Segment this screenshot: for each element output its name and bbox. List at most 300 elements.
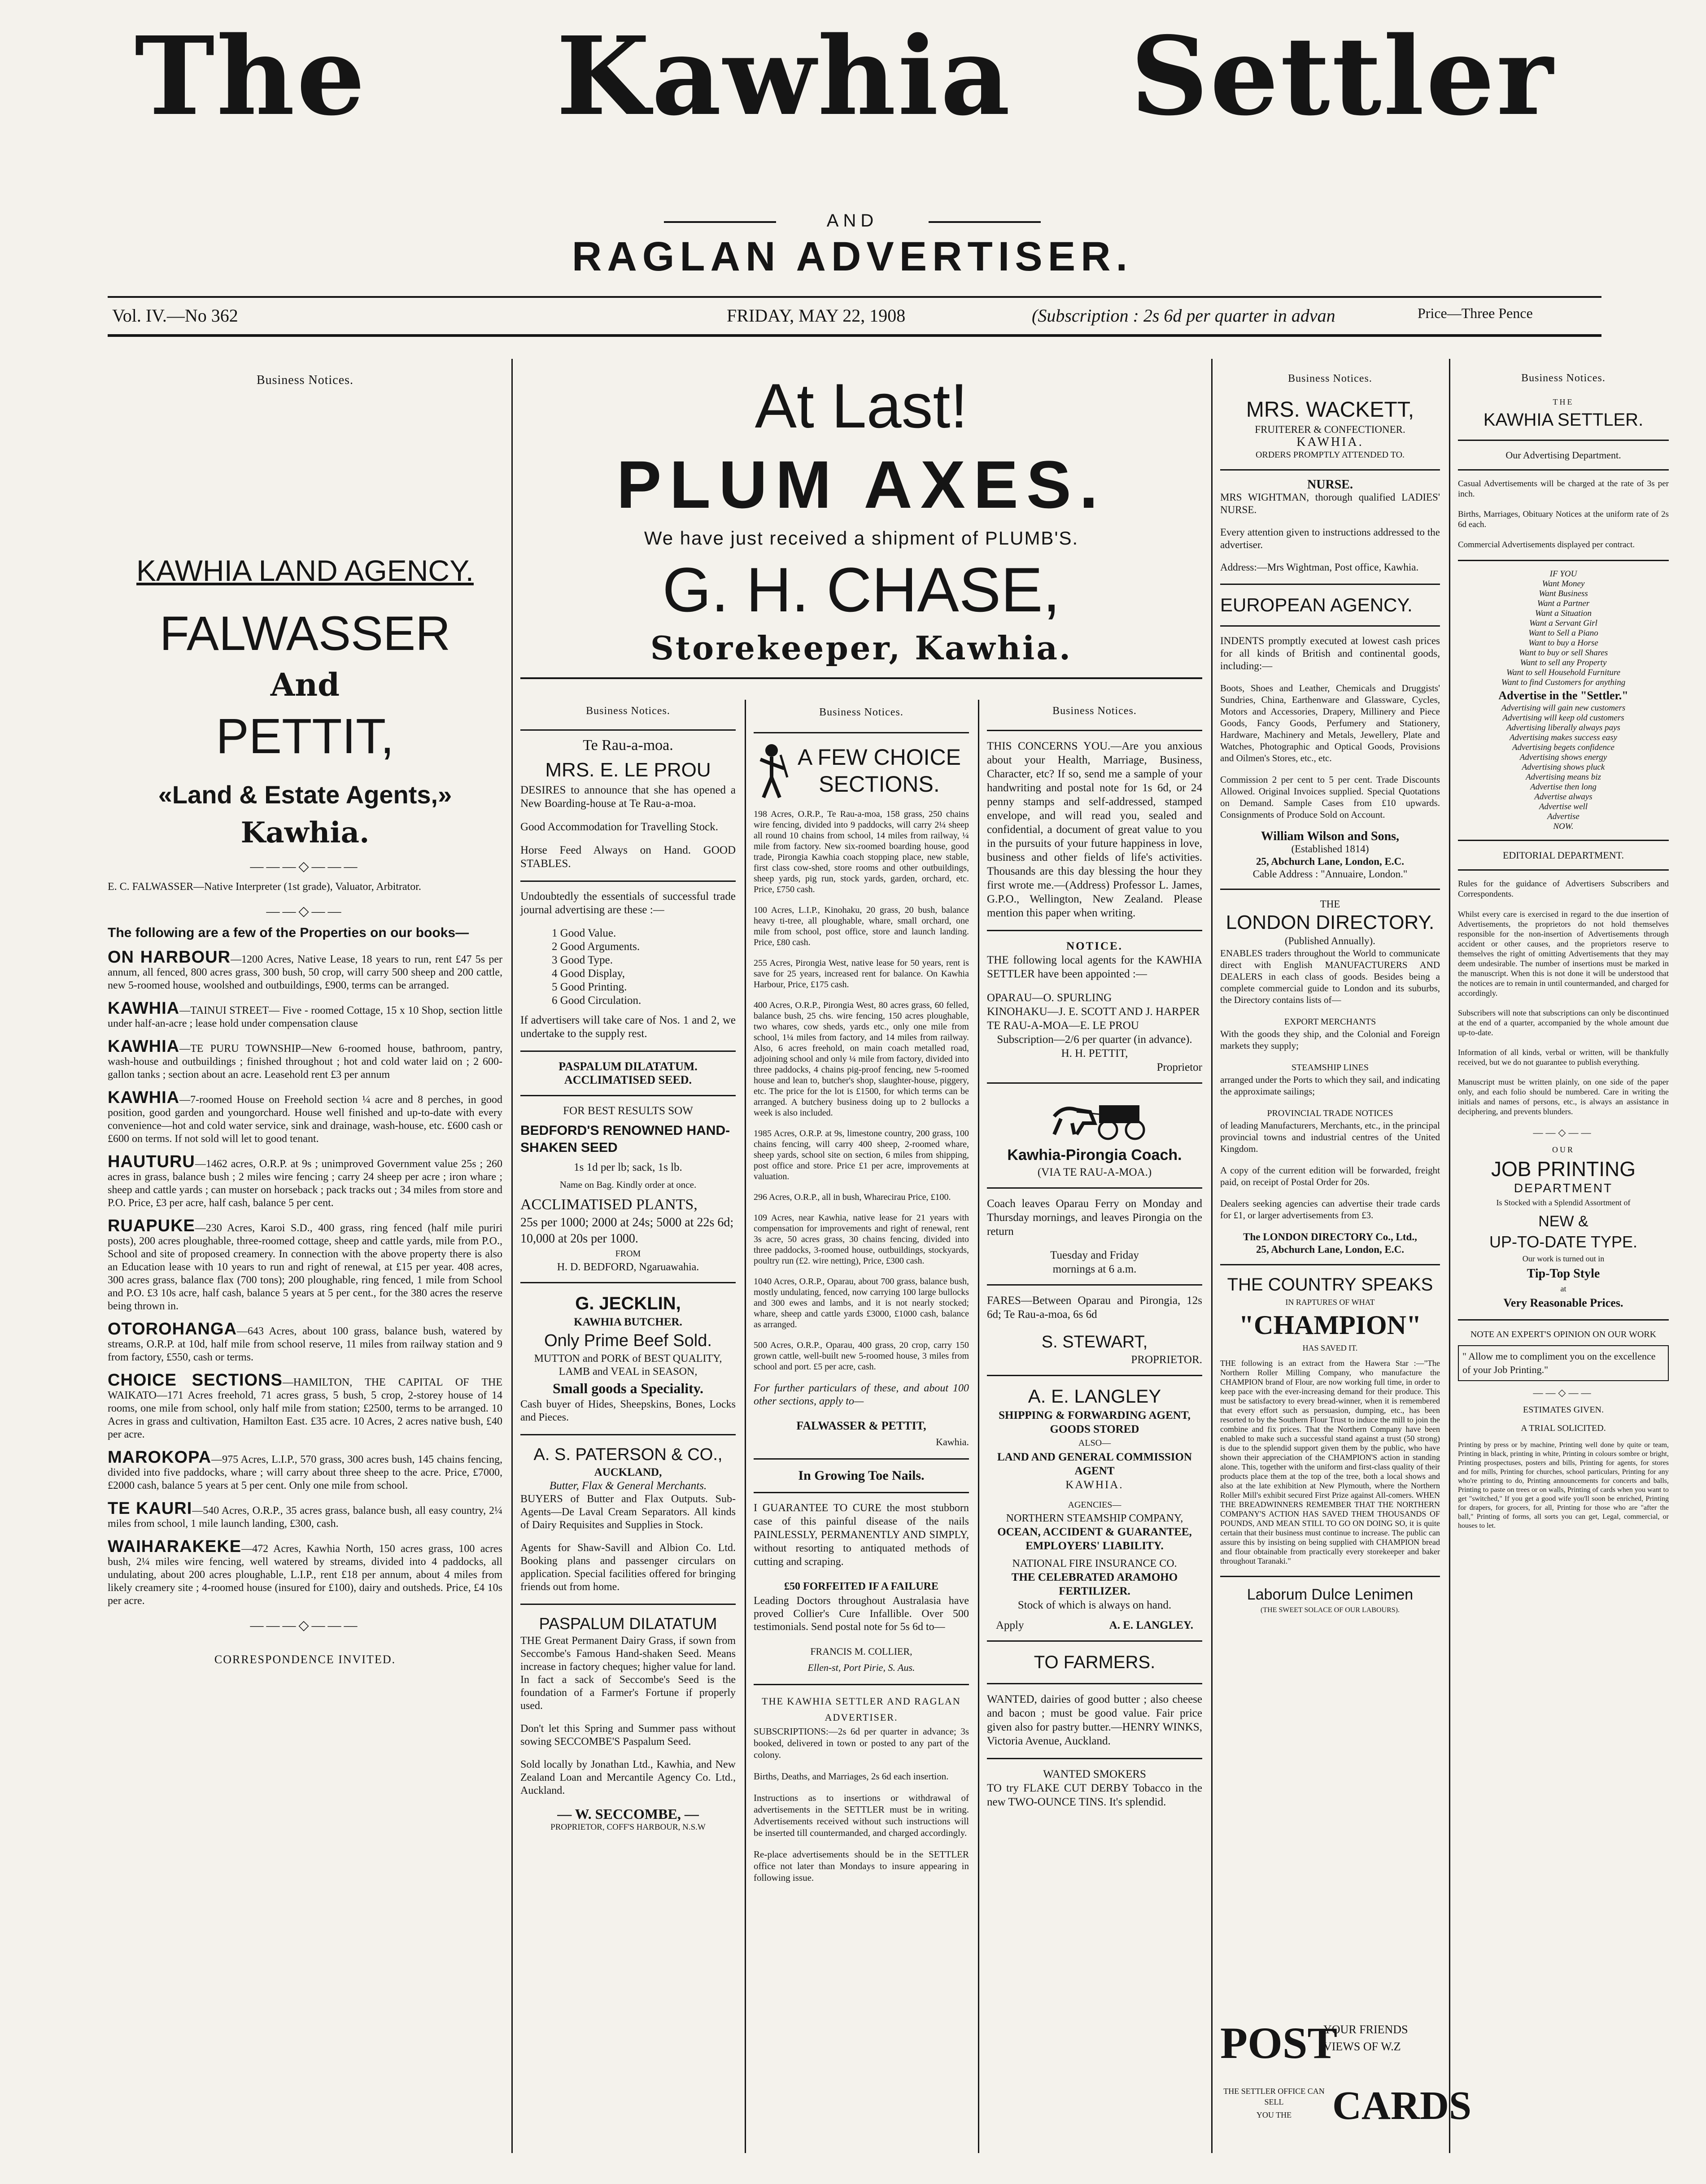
rule bbox=[987, 1082, 1202, 1084]
bedford-renowned: BEDFORD'S RENOWNED HAND-SHAKEN SEED bbox=[520, 1123, 730, 1155]
commercial-rate: Commercial Advertisements displayed per contract. bbox=[1458, 540, 1635, 549]
few-choice-block bbox=[754, 741, 969, 800]
property-name: RUAPUKE bbox=[108, 1216, 195, 1235]
rule bbox=[987, 1187, 1202, 1189]
paspalum-dont: Don't let this Spring and Summer pass without sowing SECCOMBE'S Paspalum Seed. bbox=[520, 1723, 736, 1748]
toe-nails-text: I GUARANTEE TO CURE the most stubborn case of this painful disease of the nails PAINLESSLY, PERMANENTLY AND SIMPLY, without resorting to antiquated methods of cutting and scraping. bbox=[754, 1502, 969, 1568]
wackett-place: KAWHIA. bbox=[1296, 435, 1364, 449]
paspalum-2-heading: PASPALUM DILATATUM bbox=[539, 1614, 717, 1633]
saved-it: HAS SAVED IT. bbox=[1302, 1343, 1358, 1352]
settler-instructions: Instructions as to insertions or withdrawal of advertisements in the SETTLER must be in writing. Advertisements received without such instructions will be inserted till countermanded, and charged accordingly. bbox=[754, 1792, 969, 1838]
agency-fire: NATIONAL FIRE INSURANCE CO. bbox=[1012, 1558, 1177, 1569]
poem-line: Want Business bbox=[1539, 589, 1588, 598]
stocked-line: Is Stocked with a Splendid Assortment of bbox=[1496, 1198, 1631, 1207]
man-with-pick-icon bbox=[754, 741, 790, 800]
masthead-title-settler: Settler bbox=[1130, 13, 1555, 139]
prime-beef: Only Prime Beef Sold. bbox=[544, 1331, 712, 1350]
poem-line: Want to find Customers for anything bbox=[1501, 678, 1626, 687]
properties-intro: The following are a few of the Properties on our books— bbox=[108, 925, 469, 940]
plum-axes-heading: PLUM AXES. bbox=[616, 447, 1106, 522]
price: Price—Three Pence bbox=[1418, 305, 1533, 321]
apply-word: Apply bbox=[996, 1619, 1024, 1631]
toe-nails-heading: In Growing Toe Nails. bbox=[798, 1468, 925, 1483]
provincial-text: of leading Manufacturers, Merchants, etc., in the principal provincial towns and industrial centres of the United Kingdom. bbox=[1220, 1120, 1440, 1154]
editorial-information: Information of all kinds, verbal or written, will be thankfully received, but we do not guarantee to publish everything. bbox=[1458, 1048, 1669, 1067]
property-listing bbox=[108, 1152, 502, 1210]
properties-list bbox=[108, 948, 502, 1608]
paspalum-great: THE Great Permanent Dairy Grass, if sown from Seccombe's Famous Hand-shaken Seed. Means increase in factory cheques; higher value for land. In fact a sack of Seccombe's Seed is the foundation of a Farmer's Fortune if properly used. bbox=[520, 1635, 736, 1712]
directory-company: The LONDON DIRECTORY Co., Ltd., bbox=[1243, 1231, 1417, 1242]
agent-oparau: OPARAU—O. SPURLING bbox=[987, 992, 1112, 1004]
divider: ——◇—— bbox=[266, 904, 344, 919]
editorial-manuscript: Manuscript must be written plainly, on one side of the paper only, and each folio should be numbered. Care in writing the initials and names of persons, etc., is always an assistance in deciphering, and prevents blunders. bbox=[1458, 1077, 1669, 1116]
farmers-heading: TO FARMERS. bbox=[1034, 1652, 1156, 1672]
masthead-subtitle: RAGLAN ADVERTISER. bbox=[572, 234, 1133, 279]
rule bbox=[987, 730, 1202, 731]
seccombe-proprietor: PROPRIETOR, COFF'S HARBOUR, N.S.W bbox=[550, 1822, 706, 1832]
advertising-poem bbox=[1458, 703, 1669, 832]
tip-top-style: Tip-Top Style bbox=[1527, 1267, 1600, 1281]
poem-line: Want to Sell a Piano bbox=[1528, 628, 1598, 638]
paterson-city: AUCKLAND, bbox=[594, 1466, 662, 1478]
agent-subscription: Subscription—2/6 per quarter (in advance). bbox=[997, 1033, 1192, 1046]
banner-rule bbox=[520, 677, 1202, 679]
paspalum-heading: PASPALUM DILATATUM. ACCLIMATISED SEED. bbox=[558, 1060, 698, 1086]
storekeeper-line: Storekeeper, Kawhia. bbox=[650, 629, 1073, 667]
editorial-rules: Rules for the guidance of Advertisers Subscribers and Correspondents. bbox=[1458, 879, 1669, 899]
langley-name: A. E. LANGLEY bbox=[1028, 1386, 1161, 1407]
poem-line: Advertising shows pluck bbox=[1522, 763, 1605, 772]
property-listing bbox=[108, 1216, 502, 1313]
agency-aramoho: THE CELEBRATED ARAMOHO FERTILIZER. bbox=[1011, 1571, 1178, 1597]
coach-heading: Kawhia-Pirongia Coach. bbox=[1007, 1146, 1182, 1164]
coach-and-horses-icon bbox=[987, 1092, 1202, 1141]
lamb-veal: LAMB and VEAL in SEASON, bbox=[558, 1366, 698, 1378]
paterson-name: A. S. PATERSON & CO., bbox=[533, 1445, 723, 1464]
poem-line: Advertising means biz bbox=[1526, 772, 1601, 782]
poem-line: Advertise then long bbox=[1530, 782, 1597, 792]
essentials-item: 5 Good Printing. bbox=[552, 981, 627, 993]
acclimatised-plants: ACCLIMATISED PLANTS, bbox=[520, 1196, 698, 1213]
births-rate: Births, Marriages, Obituary Notices at the uniform rate of 2s 6d each. bbox=[1458, 510, 1669, 529]
rule bbox=[520, 729, 736, 731]
property-listing bbox=[108, 1037, 502, 1081]
section-listing: 500 Acres, O.R.P., Oparau, 400 grass, 20 crop, carry 150 grown cattle, well-built new 5-roomed house, 3 miles from school and port. £5 per acre, cash. bbox=[754, 1340, 969, 1372]
job-printing-heading: JOB PRINTING bbox=[1491, 1157, 1636, 1181]
european-agency-heading: EUROPEAN AGENCY. bbox=[1220, 594, 1413, 615]
poem-line: Want a Situation bbox=[1535, 609, 1592, 618]
property-text: —540 Acres, O.R.P., 35 acres grass, balance bush, all easy country, 2¼ miles from school, 1 mile launch landing, £300, cash. bbox=[108, 1505, 502, 1530]
notice-heading: NOTICE. bbox=[1066, 940, 1123, 952]
property-text: —TE PURU TOWNSHIP—New 6-roomed house, bathroom, pantry, wash-house and outbuildings ; finished throughout ; hot and cold water laid on ; 2 600-gallon tanks ; section about an acre. Leasehold rent £3 per annum bbox=[108, 1043, 502, 1081]
rule bbox=[987, 1758, 1202, 1759]
post-cards-advert bbox=[1220, 2018, 1472, 2144]
you-the: YOU THE bbox=[1256, 2110, 1292, 2119]
poem-line: Advertising makes success easy bbox=[1509, 733, 1618, 742]
agency-ocean: OCEAN, ACCIDENT & GUARANTEE, EMPLOYERS' LIABILITY. bbox=[997, 1526, 1192, 1552]
wackett-trade: FRUITERER & CONFECTIONER. bbox=[1255, 424, 1405, 435]
essentials-item: 2 Good Arguments. bbox=[552, 941, 640, 953]
wackett-orders: ORDERS PROMPTLY ATTENDED TO. bbox=[1255, 450, 1405, 460]
post-word: POST bbox=[1220, 2018, 1338, 2068]
country-speaks-heading: THE COUNTRY SPEAKS bbox=[1227, 1275, 1433, 1295]
the-word: THE bbox=[1553, 397, 1574, 406]
the-word: THE bbox=[1320, 898, 1340, 910]
poem-line: Advertising will keep old customers bbox=[1502, 713, 1624, 723]
rule bbox=[754, 1684, 969, 1685]
property-listing bbox=[108, 948, 502, 992]
rule bbox=[754, 1492, 969, 1493]
nurse-attention: Every attention given to instructions addressed to the advertiser. bbox=[1220, 527, 1440, 550]
column-rule bbox=[1449, 359, 1450, 2153]
property-listing bbox=[108, 1320, 502, 1364]
wilson-established: (Established 1814) bbox=[1291, 843, 1369, 854]
section-listing: 400 Acres, O.R.P., Pirongia West, 80 acres grass, 60 felled, balance bush, 25 chs. wire fencing, 150 acres ploughable, two whares, cow sheds, yards etc., only one mile from school, 1¼ miles from factory, and 14 miles from railway. Also, 6 acres freehold, on main coach metalled road, adjoining school and only ¼ mile from factory, divided into three paddocks, 4 chains pig-proof fencing, new 5-roomed house and lean to, butcher's shop, slaughter-house, piggery, etc. The price for the lot is £1500, for which terms can be arranged. A butchery business doing up to 2 bullocks a week is also included. bbox=[754, 1000, 969, 1118]
export-text: With the goods they ship, and the Colonial and Foreign markets they supply; bbox=[1220, 1029, 1440, 1051]
and-rule-right bbox=[929, 221, 1041, 223]
shipment-line: We have just received a shipment of PLUMB'S. bbox=[644, 527, 1079, 549]
le-prou-name: MRS. E. LE PROU bbox=[545, 759, 711, 781]
agency-title: KAWHIA LAND AGENCY. bbox=[136, 554, 474, 587]
smokers-text: TO try FLAKE CUT DERBY Tobacco in the new TWO-OUNCE TINS. It's splendid. bbox=[987, 1782, 1202, 1808]
wilson-address: 25, Abchurch Lane, London, E.C. bbox=[1256, 856, 1404, 867]
section-heading: Business Notices. bbox=[256, 373, 354, 387]
agent-kinohaku: KINOHAKU—J. E. SCOTT AND J. HARPER bbox=[987, 1006, 1200, 1018]
issue-date: FRIDAY, MAY 22, 1908 bbox=[727, 305, 906, 326]
directory-dealers: Dealers seeking agencies can advertise their trade cards for £1, or larger advertisements from £3. bbox=[1220, 1198, 1440, 1221]
coach-time: mornings at 6 a.m. bbox=[1052, 1263, 1137, 1275]
settler-replace: Re-place advertisements should be in the SETTLER office not later than Mondays to insure appearing in following issue. bbox=[754, 1849, 969, 1883]
expert-quote: " Allow me to compliment you on the excellence of your Job Printing." bbox=[1458, 1345, 1669, 1381]
masthead-rule-top bbox=[108, 296, 1601, 298]
le-prou-horse: Horse Feed Always on Hand. GOOD STABLES. bbox=[520, 844, 736, 870]
column-rule bbox=[745, 700, 746, 2153]
apply-name: A. E. LANGLEY. bbox=[1109, 1619, 1193, 1631]
pettit-proprietor: Proprietor bbox=[1156, 1061, 1202, 1073]
rule bbox=[987, 1375, 1202, 1376]
commission-text: Commission 2 per cent to 5 per cent. Trade Discounts Allowed. Original Invoices supplied. Special Quotations on Demand. Sample Cases from £10 upwards. Consignments of Produce Sold on Account. bbox=[1220, 774, 1440, 820]
rule bbox=[1220, 584, 1440, 585]
poem-line: Want to buy or sell Shares bbox=[1518, 648, 1608, 658]
concerns-text: THIS CONCERNS YOU.—Are you anxious about your Health, Marriage, Business, Character, etc? If so, send me a sample of your handwriting and postal note for 1s 6d, or 24 penny stamps and self-addressed, stamped envelope, and will read you, sealed and confidential, a document of great value to you in the pursuits of your future happiness in love, business and other fields of life's activities. Thousands are this day blessing the hour they first wrote me.—(Address) Professor L. James, G.P.O., Wellington, New Zealand. Please mention this paper when writing. bbox=[987, 740, 1202, 919]
property-text: —643 Acres, about 100 grass, balance bush, watered by streams, O.R.P. at 10d, half mile from school reserve, 11 miles from railway station and 9 from factory, £550, cash or terms. bbox=[108, 1325, 502, 1363]
property-text: —230 Acres, Karoi S.D., 400 grass, ring fenced (half mile puriri posts), 200 acres ploughable, three-roomed cottage, sheep and cattle yards, mile from P.O., School and site of proposed creamery. In connection with the above property there is also an Education lease with 10 years to run and right of renewal, at £15 per year. 408 acres, 300 acres grass, balance flax (700 tons); 200 ploughable, ring fenced, 1 mile from School and P.O. £3 10s acre, half cash, balance 5 years at 5 per cent., for the 380 acres the reserve being thrown in. bbox=[108, 1222, 502, 1312]
masthead-title-kawhia: Kawhia bbox=[556, 13, 1012, 139]
directory-copy: A copy of the current edition will be forwarded, freight paid, on receipt of Postal Order for 20s. bbox=[1220, 1165, 1440, 1187]
at-word: at bbox=[1560, 1284, 1566, 1293]
poem-line: Want a Servant Girl bbox=[1529, 619, 1597, 628]
rule bbox=[520, 1282, 736, 1283]
pettit-name: PETTIT, bbox=[216, 709, 394, 764]
rule bbox=[987, 1640, 1202, 1642]
small-goods: Small goods a Speciality. bbox=[552, 1380, 704, 1396]
export-heading: EXPORT MERCHANTS bbox=[1284, 1017, 1376, 1027]
divider: ———◇——— bbox=[250, 1618, 360, 1633]
london-directory-heading: LONDON DIRECTORY. bbox=[1226, 911, 1435, 933]
collier-name: FRANCIS M. COLLIER, bbox=[810, 1646, 912, 1657]
rule bbox=[520, 1604, 736, 1605]
section-listing: 1040 Acres, O.R.P., Oparau, about 700 grass, balance bush, mostly undulating, fenced, now carrying 100 large bullocks and 300 ewes and lambs, and it is not nearly stocked; whare, sheep and cattle yards £3000, £1000 cash, balance as arranged. bbox=[754, 1277, 969, 1330]
section-heading: Business Notices. bbox=[1288, 373, 1372, 384]
property-name: WAIHARAKEKE bbox=[108, 1537, 242, 1556]
settler-subs: SUBSCRIPTIONS:—2s 6d per quarter in advance; 3s booked, delivered in town or posted to any part of the colony. bbox=[754, 1726, 969, 1760]
land-estate-agents: «Land & Estate Agents,» bbox=[158, 780, 452, 809]
section-heading: Business Notices. bbox=[1052, 705, 1137, 717]
poem-line: Want to buy a Horse bbox=[1528, 638, 1598, 648]
collier-address: Ellen-st, Port Pirie, S. Aus. bbox=[807, 1662, 915, 1673]
provincial-heading: PROVINCIAL TRADE NOTICES bbox=[1267, 1108, 1393, 1118]
mutton-pork: MUTTON and PORK of BEST QUALITY, bbox=[534, 1353, 722, 1364]
sections-list bbox=[754, 809, 969, 1372]
property-listing bbox=[108, 1088, 502, 1146]
fp-place: Kawhia. bbox=[936, 1436, 969, 1447]
property-name: KAWHIA bbox=[108, 1037, 180, 1056]
rule bbox=[520, 881, 736, 882]
langley-apply bbox=[996, 1618, 1193, 1632]
paterson-buyers: BUYERS of Butter and Flax Outputs. Sub-Agents—De Laval Cream Separators. All kinds of Dairy Requisites and Supplies in Stock. bbox=[520, 1493, 736, 1531]
column-land-agency bbox=[108, 372, 502, 1668]
property-text: —HAMILTON, THE CAPITAL OF THE WAIKATO—171 Acres freehold, 71 acres grass, 5 bush, 5 crop, 2-storey house of 14 rooms, one mile from school, only half mile from station; £2500, terms to be arranged. 10 Acres in grass and cultivation, Hamilton East. £35 acre. 10 Acres, 2 acres native bush, £40 per acre. bbox=[108, 1377, 502, 1440]
views-of: VIEWS OF W.Z bbox=[1323, 2040, 1401, 2053]
rule bbox=[1220, 625, 1440, 627]
cash-buyer: Cash buyer of Hides, Sheepskins, Bones, Locks and Pieces. bbox=[520, 1399, 736, 1423]
fp-name: FALWASSER & PETTIT, bbox=[796, 1419, 926, 1432]
essentials-item: 4 Good Display, bbox=[552, 968, 625, 980]
property-listing bbox=[108, 1499, 502, 1530]
editorial-whilst: Whilst every care is exercised in regard to the due insertion of Advertisements, the proprietors do not hold themselves responsible for the non-insertion of Advertisements through accident or other causes, and the proprietors reserve to themselves the right of omitting Advertisements that they may deem undesirable. The number of insertions must be marked in the manuscript. When this is not done it will be understood that the notices are to remain in until countermanded, and charged for accordingly. bbox=[1458, 910, 1669, 998]
steamship-text: arranged under the Ports to which they sail, and indicating the approximate sailings; bbox=[1220, 1074, 1440, 1097]
kawhia-butcher: KAWHIA BUTCHER. bbox=[574, 1316, 682, 1328]
estimates-given: ESTIMATES GIVEN. bbox=[1523, 1405, 1604, 1415]
wilson-cable: Cable Address : "Annuaire, London." bbox=[1252, 868, 1408, 880]
agent-te-rau-a-moa: TE RAU-A-MOA—E. LE PROU bbox=[987, 1020, 1139, 1032]
masthead-and: AND bbox=[826, 211, 878, 231]
langley-kawhia: KAWHIA. bbox=[1065, 1479, 1124, 1491]
bedford-name: H. D. BEDFORD, Ngaruawahia. bbox=[557, 1261, 699, 1273]
agency-stock: Stock of which is always on hand. bbox=[1017, 1599, 1172, 1611]
coach-days: Tuesday and Friday bbox=[1050, 1249, 1139, 1261]
langley-shipping: SHIPPING & FORWARDING AGENT, GOODS STORED bbox=[999, 1409, 1191, 1435]
steamship-heading: STEAMSHIP LINES bbox=[1291, 1063, 1369, 1072]
poem-line: Want a Partner bbox=[1537, 599, 1590, 608]
poem-line: Advertise bbox=[1547, 812, 1579, 821]
paterson-trade: Butter, Flax & General Merchants. bbox=[549, 1480, 707, 1492]
rule bbox=[1220, 1264, 1440, 1265]
property-text: —975 Acres, L.I.P., 570 grass, 300 acres bush, 145 chains fencing, divided into five paddocks, whare ; will carry about three sheep to the acre. Price, £7000, £2000 cash, balance 5 years at 5 per cent. Only one mile from school. bbox=[108, 1454, 502, 1491]
column-business-3 bbox=[754, 704, 969, 1893]
poem-line: IF YOU bbox=[1549, 569, 1577, 579]
department-heading: DEPARTMENT bbox=[1514, 1181, 1613, 1195]
nurse-name: MRS WIGHTMAN, thorough qualified LADIES' NURSE. bbox=[1220, 492, 1440, 515]
name-on-bag: Name on Bag. Kindly order at once. bbox=[559, 1179, 697, 1190]
cards-word: CARDS bbox=[1332, 2084, 1472, 2128]
volume-number: Vol. IV.—No 362 bbox=[112, 305, 238, 326]
editorial-heading: EDITORIAL DEPARTMENT. bbox=[1502, 850, 1624, 861]
nurse-heading: NURSE. bbox=[1307, 478, 1353, 492]
reasonable-prices: Very Reasonable Prices. bbox=[1503, 1296, 1623, 1309]
agents-intro: THE following local agents for the KAWHIA SETTLER have been appointed :— bbox=[987, 954, 1202, 980]
rule bbox=[1458, 840, 1669, 841]
goods-list: Boots, Shoes and Leather, Chemicals and Druggists' Sundries, China, Earthenware and Glassware, Cycles, Motors and Accessories, Drapery, Millinery and Piece Goods, Fancy Goods, Perfumery and Stationery, Hardware, Machinery and Metals, Jewellery, Plate and Watches, Photographic and Optical Goods, Provisions and Oilmen's Stores, etc., etc. bbox=[1220, 683, 1440, 763]
rule bbox=[1458, 1319, 1669, 1321]
coach-via: (VIA TE RAU-A-MOA.) bbox=[1037, 1166, 1152, 1178]
property-listing bbox=[108, 999, 502, 1030]
plum-axes-advert bbox=[520, 368, 1202, 679]
section-listing: 198 Acres, O.R.P., Te Rau-a-moa, 158 grass, 250 chains wire fencing, divided into 9 paddocks, will carry 2¼ sheep all round 10 chains from school, 14 miles from railway, ¼ mile from factory. New six-roomed boarding house, good trade, Pirongia Kawhia coach stopping place, new stable, first class cow-shed, store rooms and other outbuildings, sheep yards, pig run, stock yards, garden, orchard, etc. Price, £750 cash. bbox=[754, 809, 969, 894]
settler-births: Births, Deaths, and Marriages, 2s 6d each insertion. bbox=[754, 1771, 949, 1782]
property-text: —TAINUI STREET— Five - roomed Cottage, 15 x 10 Shop, section little under half-an-acre ; lease hold under compensation clause bbox=[108, 1005, 502, 1029]
interpreter-note: E. C. FALWASSER—Native Interpreter (1st grade), Valuator, Arbitrator. bbox=[108, 881, 421, 893]
section-listing: 109 Acres, near Kawhia, native lease for 21 years with compensation for improvements and right of renewal, rent 3s acre, 50 acres grass, 30 chains fencing, divided into three paddocks, 3-roomed house, outbuildings, stockyards, poultry run (£2. wire netting), Price, £300 cash. bbox=[754, 1213, 969, 1266]
jecklin-name: G. JECKLIN, bbox=[575, 1294, 681, 1313]
further-particulars: For further particulars of these, and about 100 other sections, apply to— bbox=[754, 1382, 969, 1407]
poem-line: Advertising shows energy bbox=[1519, 753, 1607, 762]
new-word: NEW & bbox=[1538, 1213, 1588, 1230]
coach-fares: FARES—Between Oparau and Pirongia, 12s 6d; Te Rau-a-moa, 6s 6d bbox=[987, 1295, 1202, 1321]
rule bbox=[987, 1683, 1202, 1684]
poem-line: Advertising begets confidence bbox=[1512, 743, 1614, 752]
indents-text: INDENTS promptly executed at lowest cash prices for all kinds of British and continental goods, including:— bbox=[1220, 635, 1440, 671]
plants-price: 25s per 1000; 2000 at 24s; 5000 at 22s 6d; 10,000 at 20s per 1000. bbox=[520, 1216, 734, 1246]
column-settler-info bbox=[1458, 372, 1669, 1540]
from-label: FROM bbox=[615, 1249, 641, 1259]
essentials-intro: Undoubtedly the essentials of successful trade journal advertising are these :— bbox=[520, 890, 736, 916]
column-business-2 bbox=[520, 704, 736, 1834]
correspondence-invited: CORRESPONDENCE INVITED. bbox=[214, 1653, 396, 1666]
section-listing: 100 Acres, L.I.P., Kinohaku, 20 grass, 20 bush, balance heavy ti-tree, all ploughable, whare, small orchard, one mile from school, post office, store and launch landing. Price, £80 cash. bbox=[754, 905, 969, 947]
up-to-date-type: UP-TO-DATE TYPE. bbox=[1489, 1233, 1638, 1251]
wackett-name: MRS. WACKETT, bbox=[1246, 398, 1414, 422]
nurse-address: Address:—Mrs Wightman, Post office, Kawhia. bbox=[1220, 562, 1419, 573]
directory-address: 25, Abchurch Lane, London, E.C. bbox=[1256, 1244, 1404, 1255]
forfeit-line: £50 FORFEITED IF A FAILURE bbox=[784, 1581, 939, 1592]
essentials-list bbox=[552, 927, 736, 1007]
champion-word: "CHAMPION" bbox=[1239, 1310, 1422, 1340]
casual-rate: Casual Advertisements will be charged at the rate of 3s per inch. bbox=[1458, 479, 1669, 499]
champion-text: THE following is an extract from the Hawera Star :—"The Northern Roller Milling Company, who manufacture the CHAMPION brand of Flour, are now working full time, in order to keep pace with the ever-increasing demand for their produce. This must be satisfactory to every bread-winner, when it is remembered that every effort such as persuasion, dumping, etc., has been resorted to by the Southern Flour Trust to induce the mill to join the combine and fix prices. That the Northern Company have been enabled to make such a successful stand against a trust (50 strong) is due to the splendid support given them by the public, who have shown their appreciation of the CHAMPION'S action in standing alone. This, together with the uniform and first-class quality of their products place them at the top of the tree, both a local shows and also at the late exhibition at New Plymouth, where the Northern Roller Mill's exhibit secured First Prize against All-comers. WHEN THE BREADWINNERS REMEMBER THAT THE NORTHERN COMPANY'S ACTION HAS SAVED THEM THOUSANDS OF POUNDS, AND MEAN STILL TO GO ON DOING SO, it is quite certain that their business must continue to increase. The public can assure this by insisting on being supplied with CHAMPION bread and flour obtainable from practically every storekeeper and baker throughout Taranaki." bbox=[1220, 1359, 1440, 1565]
essentials-item: 1 Good Value. bbox=[552, 927, 616, 939]
masthead-rule-bottom bbox=[108, 334, 1601, 337]
best-results: FOR BEST RESULTS SOW bbox=[563, 1105, 693, 1117]
le-prou-accom: Good Accommodation for Travelling Stock. bbox=[520, 821, 718, 833]
rule bbox=[1458, 869, 1669, 871]
falwasser-name: FALWASSER bbox=[159, 606, 451, 660]
chase-name: G. H. CHASE, bbox=[662, 554, 1060, 625]
property-name: MAROKOPA bbox=[108, 1448, 212, 1467]
doctors-text: Leading Doctors throughout Australasia have proved Collier's Cure Infallible. Over 500 testimonials. Send postal note for 5s 6d to— bbox=[754, 1595, 969, 1633]
poem-line: Advertising will gain new customers bbox=[1501, 703, 1626, 713]
directory-enables: ENABLES traders throughout the World to communicate direct with English MANUFACTURERS AND DEALERS in each class of goods. Besides being a complete commercial guide to London and its suburbs, the Directory contains lists of— bbox=[1220, 948, 1440, 1005]
if-you-poem bbox=[1458, 569, 1669, 688]
raptures-line: IN RAPTURES OF WHAT bbox=[1285, 1298, 1375, 1307]
pettit-name: H. H. PETTIT, bbox=[1061, 1047, 1128, 1059]
published-annually: (Published Annually). bbox=[1285, 935, 1375, 946]
kawhia-place: Kawhia. bbox=[240, 816, 370, 850]
poem-line: Want to sell any Property bbox=[1520, 658, 1607, 667]
poem-line: Want Money bbox=[1542, 579, 1585, 589]
section-listing: 255 Acres, Pirongia West, native lease for 50 years, rent is save for 25 years, increased rent for balance. On Kawhia Harbour, Price, £175 cash. bbox=[754, 958, 969, 990]
property-listing bbox=[108, 1448, 502, 1492]
property-text: —472 Acres, Kawhia North, 150 acres grass, 100 acres bush, 2¼ miles wire fencing, well watered by streams, divided into 4 paddocks, all undulating, about 200 acres ploughable, L.I.P., rent £18 per annum, about 4 miles from likely creamery site ; 4-roomed house (insured for £100), dairy and outsheds. Price, £4 10s per acre. bbox=[108, 1543, 502, 1607]
poem-line: Advertise well bbox=[1539, 802, 1588, 811]
section-heading: Business Notices. bbox=[1521, 372, 1606, 384]
rule bbox=[1458, 560, 1669, 561]
stewart-proprietor: PROPRIETOR. bbox=[1131, 1354, 1202, 1366]
rule bbox=[1220, 1576, 1440, 1577]
rule bbox=[987, 930, 1202, 931]
seed-price: 1s 1d per lb; sack, 1s lb. bbox=[574, 1161, 682, 1173]
settler-office-sell: THE SETTLER OFFICE CAN SELL bbox=[1223, 2087, 1325, 2106]
settler-terms-heading: THE KAWHIA SETTLER AND RAGLAN ADVERTISER. bbox=[762, 1696, 961, 1723]
work-turned-out: Our work is turned out in bbox=[1522, 1254, 1605, 1263]
poem-line: Advertising liberally always pays bbox=[1506, 723, 1620, 732]
langley-land: LAND AND GENERAL COMMISSION AGENT bbox=[997, 1451, 1192, 1477]
subscription-note: (Subscription : 2s 6d per quarter in advan bbox=[1032, 305, 1335, 326]
section-heading: Business Notices. bbox=[819, 706, 903, 718]
paspalum-sold: Sold locally by Jonathan Ltd., Kawhia, and New Zealand Loan and Mercantile Agency Co. Ltd., Auckland. bbox=[520, 1759, 736, 1796]
advertise-line: Advertise in the "Settler." bbox=[1498, 689, 1628, 702]
rule bbox=[1458, 440, 1669, 441]
divider: ———◇——— bbox=[250, 859, 360, 874]
rule bbox=[754, 1458, 969, 1460]
rule bbox=[520, 1051, 736, 1052]
column-rule bbox=[1211, 359, 1213, 2153]
property-name: ON HARBOUR bbox=[108, 948, 231, 967]
langley-also: ALSO— bbox=[1078, 1438, 1111, 1448]
te-rau-a-moa: Te Rau-a-moa. bbox=[583, 737, 673, 754]
langley-agencies: AGENCIES— bbox=[1068, 1500, 1121, 1510]
column-business-5 bbox=[1220, 372, 1440, 1617]
le-prou-desires: DESIRES to announce that she has opened a New Boarding-house at Te Rau-a-moa. bbox=[520, 784, 736, 810]
stewart-name: S. STEWART, bbox=[1041, 1333, 1148, 1351]
section-listing: 1985 Acres, O.R.P. at 9s, limestone country, 200 grass, 100 chains fencing, will carry 400 sheep, 2-roomed whare, sheep yards, school site on section, 6 miles from shipping, post office and store. Price £1 per acre, improvements at valuation. bbox=[754, 1129, 969, 1181]
coach-leaves: Coach leaves Oparau Ferry on Monday and Thursday mornings, and leaves Pirongia on the return bbox=[987, 1198, 1202, 1238]
property-listing bbox=[108, 1371, 502, 1441]
printing-poem: Printing by press or by machine, Printing well done by quite or team, Printing in black, printing in white, Printing in colours sombre or bright, Printing prospectuses, posters and bills, Printing for agents, for stores and for mills, Printing for churches, school particulars, Printing for any who're printing to do, Printing announcements for concerts and balls, Printing to paste on trees or on walls, Printing of cards when you want to get "switched," If you get a good wife you'll soon be enriched, Printing for drapers, for grocers, for all, Printing for those who are "after the ball," Printing of forms, all sorts you can get, Legal, commercial, or houses to let. bbox=[1458, 1441, 1669, 1530]
section-heading: Business Notices. bbox=[586, 705, 670, 717]
poem-line: Advertise always bbox=[1534, 792, 1593, 802]
section-listing: 296 Acres, O.R.P., all in bush, Wharecirau Price, £100. bbox=[754, 1192, 951, 1202]
divider: ——◇—— bbox=[1533, 1387, 1594, 1398]
few-choice-heading: A FEW CHOICE SECTIONS. bbox=[798, 745, 961, 797]
essentials-note: If advertisers will take care of Nos. 1 and 2, we undertake to the supply rest. bbox=[520, 1014, 736, 1040]
and-word: And bbox=[270, 666, 340, 703]
poem-line: Want to sell Household Furniture bbox=[1506, 668, 1621, 677]
column-rule bbox=[978, 700, 979, 2153]
property-listing bbox=[108, 1537, 502, 1608]
laborum-sub: (THE SWEET SOLACE OF OUR LABOURS). bbox=[1261, 1606, 1400, 1614]
poem-line: NOW. bbox=[1553, 822, 1574, 831]
agency-northern: NORTHERN STEAMSHIP COMPANY, bbox=[1006, 1513, 1183, 1524]
rule bbox=[520, 1434, 736, 1435]
rule bbox=[1458, 469, 1669, 471]
smokers-heading: WANTED SMOKERS bbox=[1043, 1768, 1146, 1780]
advertising-dept: Our Advertising Department. bbox=[1505, 449, 1621, 461]
property-name: KAWHIA bbox=[108, 999, 180, 1018]
property-name: OTOROHANGA bbox=[108, 1320, 237, 1338]
essentials-item: 3 Good Type. bbox=[552, 954, 613, 966]
wilson-name: William Wilson and Sons, bbox=[1261, 829, 1400, 843]
rule bbox=[1220, 889, 1440, 890]
seccombe-name: — W. SECCOMBE, — bbox=[557, 1806, 699, 1822]
expert-opinion: NOTE AN EXPERT'S OPINION ON OUR WORK bbox=[1470, 1330, 1657, 1339]
divider: ——◇—— bbox=[1533, 1127, 1594, 1138]
rule bbox=[987, 1284, 1202, 1286]
masthead-title-the: The bbox=[135, 13, 367, 139]
column-business-4 bbox=[987, 704, 1202, 1819]
column-rule bbox=[511, 359, 513, 2153]
property-text: —1200 Acres, Native Lease, 18 years to run, rent £47 5s per annum, all fenced, 800 acres grass, 300 bush, 50 crop, will carry 500 sheep and 200 cattle, new 5-roomed house, woolshed and outbuildings, £900, terms can be arranged. bbox=[108, 954, 502, 991]
